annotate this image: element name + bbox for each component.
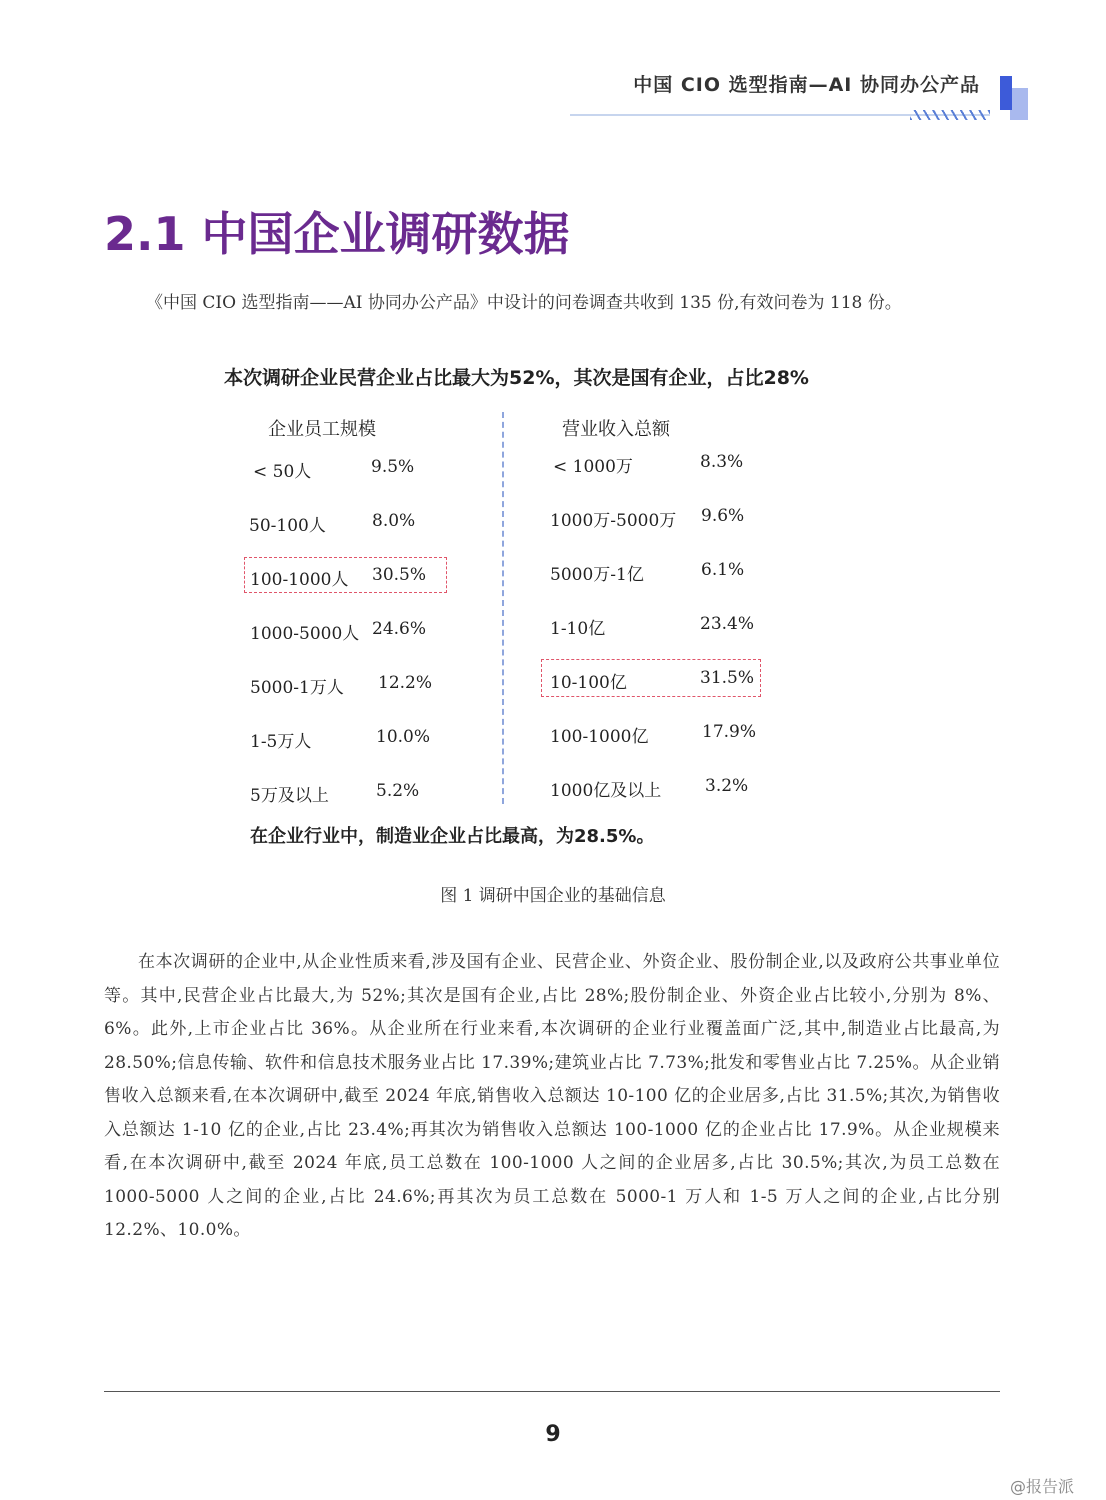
- revenue-row-value: 23.4%: [700, 614, 755, 634]
- figure-footnote: 在企业行业中，制造业企业占比最高，为28.5%。: [250, 826, 655, 847]
- figure-caption: 图 1 调研中国企业的基础信息: [440, 886, 666, 906]
- employee-row-value: 30.5%: [372, 565, 427, 585]
- revenue-column-title: 营业收入总额: [562, 419, 670, 440]
- header-decor-stripes: [910, 110, 990, 120]
- employee-row-label: 100-1000人: [250, 570, 349, 590]
- revenue-row-value: 9.6%: [701, 506, 745, 526]
- intro-paragraph: 《中国 CIO 选型指南——AI 协同办公产品》中设计的问卷调查共收到 135 份,有效问卷为 118 份。: [146, 293, 902, 313]
- employee-row-label: 5万及以上: [250, 786, 329, 806]
- figure-heading: 本次调研企业民营企业占比最大为52%，其次是国有企业，占比28%: [224, 367, 809, 389]
- employee-row-value: 10.0%: [376, 727, 431, 747]
- revenue-row-value: 31.5%: [700, 668, 755, 688]
- page-number: 9: [545, 1422, 561, 1447]
- revenue-row-value: 3.2%: [705, 776, 749, 796]
- employee-row-label: 1000-5000人: [250, 624, 360, 644]
- revenue-row-label: 1000万-5000万: [550, 511, 677, 531]
- column-divider: [502, 412, 504, 804]
- employee-row-value: 5.2%: [376, 781, 420, 801]
- employee-row-value: 9.5%: [371, 457, 415, 477]
- employee-column-title: 企业员工规模: [268, 419, 376, 440]
- revenue-row-value: 8.3%: [700, 452, 744, 472]
- revenue-row-label: 5000万-1亿: [550, 565, 644, 585]
- revenue-row-label: 10-100亿: [550, 673, 627, 693]
- revenue-row-label: 1-10亿: [550, 619, 606, 639]
- employee-row-label: < 50人: [253, 462, 312, 482]
- header-decor-block-light: [1010, 88, 1028, 120]
- employee-row-label: 50-100人: [249, 516, 326, 536]
- employee-row-label: 1-5万人: [250, 732, 312, 752]
- revenue-row-value: 6.1%: [701, 560, 745, 580]
- revenue-row-label: < 1000万: [553, 457, 633, 477]
- watermark: @报告派: [1010, 1477, 1075, 1496]
- body-paragraph: 在本次调研的企业中,从企业性质来看,涉及国有企业、民营企业、外资企业、股份制企业,以及政府公共事业单位等。其中,民营企业占比最大,为 52%;其次是国有企业,占比 28%;股份制企业、外资企业占比较小,分别为 8%、6%。此外,上市企业占比 36%。从企业所在行业来看,本次调研的企业行业覆盖面广泛,其中,制造业占比最高,为 28.50%;信息传输、软件和信息技术服务业占比 17.39%;建筑业占比 7.73%;批发和零售业占比 7.25%。从企业销售收入总额来看,在本次调研中,截至 2024 年底,销售收入总额达 10-100 亿的企业居多,占比 31.5%;其次,为销售收入总额达 1-10 亿的企业,占比 23.4%;再其次为销售收入总额达 100-1000 亿的企业占比 17.9%。从企业规模来看,在本次调研中,截至 2024 年底,员工总数在 100-1000 人之间的企业居多,占比 30.5%;其次,为员工总数在 1000-5000 人之间的企业,占比 24.6%;再其次为员工总数在 5000-1 万人和 1-5 万人之间的企业,占比分别 12.2%、10.0%。: [104, 952, 1000, 1240]
- revenue-row-value: 17.9%: [702, 722, 757, 742]
- header-decor-block-dark: [1000, 76, 1012, 110]
- running-header-title: 中国 CIO 选型指南—AI 协同办公产品: [633, 74, 980, 96]
- revenue-row-label: 100-1000亿: [550, 727, 649, 747]
- section-title: 2.1 中国企业调研数据: [104, 207, 570, 261]
- employee-row-value: 24.6%: [372, 619, 427, 639]
- employee-row-value: 12.2%: [378, 673, 433, 693]
- footer-rule: [104, 1391, 1000, 1392]
- revenue-row-label: 1000亿及以上: [550, 781, 662, 801]
- employee-row-value: 8.0%: [372, 511, 416, 531]
- employee-row-label: 5000-1万人: [250, 678, 344, 698]
